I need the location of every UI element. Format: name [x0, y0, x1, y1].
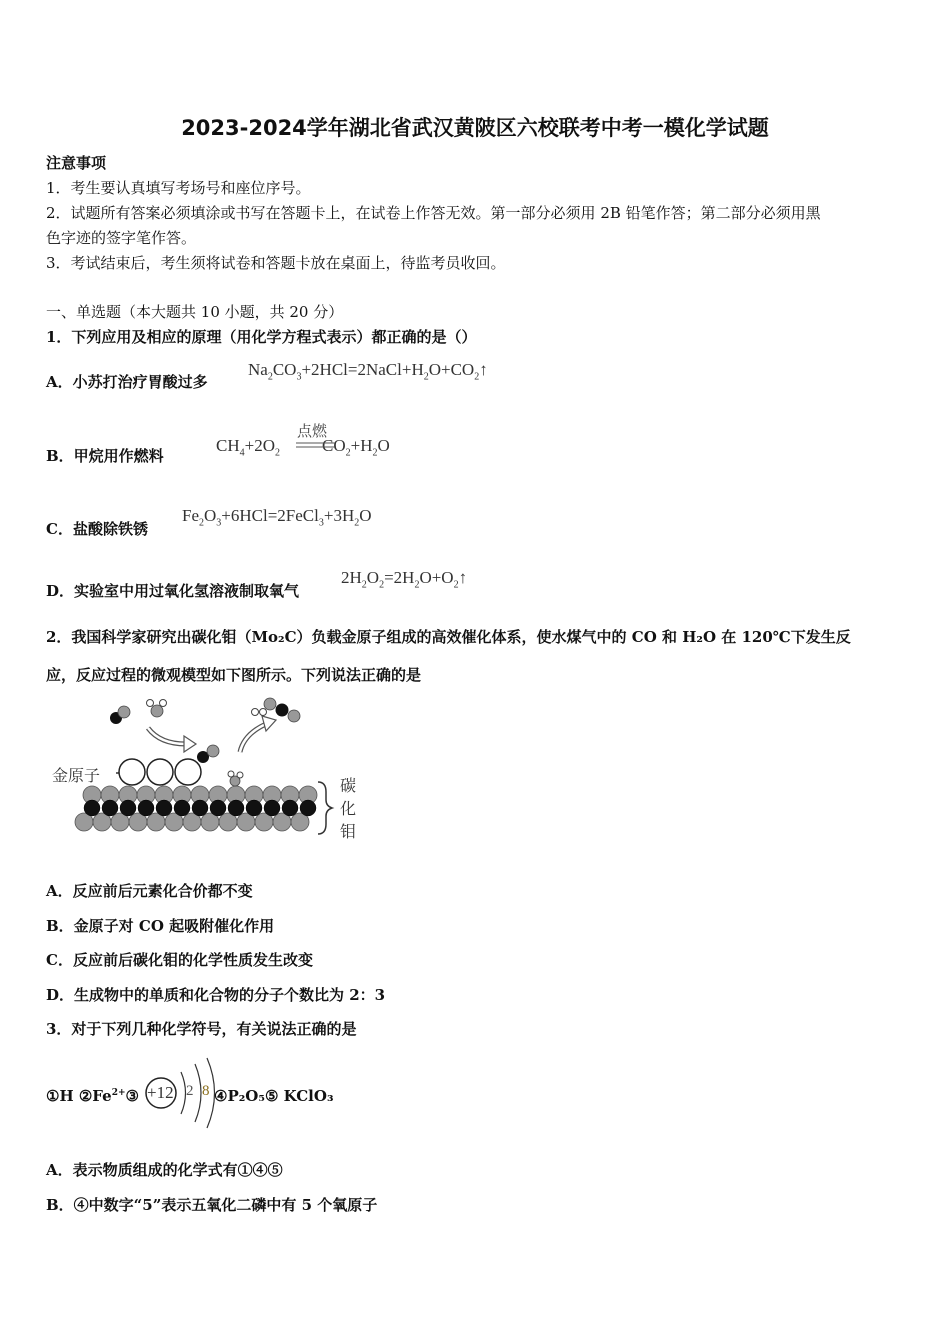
q3-symbols-left: ①H $②Fe^{2+}③$	[46, 1087, 139, 1105]
q2-stem-line1: 2．我国科学家研究出碳化钼（Mo₂C）负载金原子组成的高效催化体系，使水煤气中的 CO 和 H₂O 在 120℃下发生反	[46, 628, 851, 646]
q2-option-d: D．生成物中的单质和化合物的分子个数比为 2：3	[46, 986, 386, 1004]
page-title: 2023-2024学年湖北省武汉黄陂区六校联考中考一模化学试题	[181, 116, 769, 140]
q1-stem: 1．下列应用及相应的原理（用化学方程式表示）都正确的是（）	[46, 328, 477, 346]
atom-shell-2-count: 8	[202, 1083, 210, 1099]
q2-option-c: C．反应前后碳化钼的化学性质发生改变	[46, 951, 313, 969]
q1-equation-b: $CH_4+2O_2$ $CO_2+H_2O$	[216, 436, 390, 459]
q1-equation-a: $Na_2CO_3+2HCl=2NaCl+H_2O+CO_2↑$	[248, 360, 488, 383]
notice-heading: 注意事项	[46, 154, 107, 172]
atom-nucleus-charge: +12	[147, 1083, 174, 1102]
q1-option-a: A．小苏打治疗胃酸过多	[46, 373, 208, 391]
q2-stem-line2: 应，反应过程的微观模型如下图所示。下列说法正确的是	[46, 666, 422, 684]
q3-option-a: A．表示物质组成的化学式有①④⑤	[46, 1161, 283, 1179]
q1-option-d: D．实验室中用过氧化氢溶液制取氧气	[46, 582, 300, 600]
section-heading: 一、单选题（本大题共 10 小题，共 20 分）	[46, 303, 344, 321]
notice-item: 色字迹的签字笔作答。	[46, 229, 197, 247]
q2-option-b: B．金原子对 CO 起吸附催化作用	[46, 917, 275, 935]
q1-option-c: C．盐酸除铁锈	[46, 520, 148, 538]
q1-equation-c: $Fe_2O_3+6HCl=2FeCl_3+3H_2O$	[182, 506, 372, 529]
gold-atom-label: 金原子	[52, 766, 101, 785]
q1-equation-d: $2H_2O_2=2H_2O+O_2↑$	[341, 568, 468, 591]
notice-item: 3．考试结束后，考生须将试卷和答题卡放在桌面上，待监考员收回。	[46, 254, 506, 272]
notice-item: 2．试题所有答案必须填涂或书写在答题卡上，在试卷上作答无效。第一部分必须用 2B 铅笔作答；第二部分必须用黑	[46, 204, 821, 222]
q1-option-b: B．甲烷用作燃料	[46, 447, 164, 465]
notice-item: 1．考生要认真填写考场号和座位序号。	[46, 179, 311, 197]
atom-shell-1-count: 2	[186, 1083, 194, 1099]
q1-condition-ignite: 点燃	[297, 422, 328, 440]
q3-option-b: B．④中数字“5”表示五氧化二磷中有 5 个氧原子	[46, 1196, 378, 1214]
molybdenum-carbide-label: 碳 化 钼	[340, 776, 357, 841]
q3-stem: 3．对于下列几种化学符号，有关说法正确的是	[46, 1020, 357, 1038]
q3-symbols-right: ④P₂O₅⑤ KClO₃	[214, 1087, 334, 1105]
q2-option-a: A．反应前后元素化合价都不变	[46, 882, 253, 900]
